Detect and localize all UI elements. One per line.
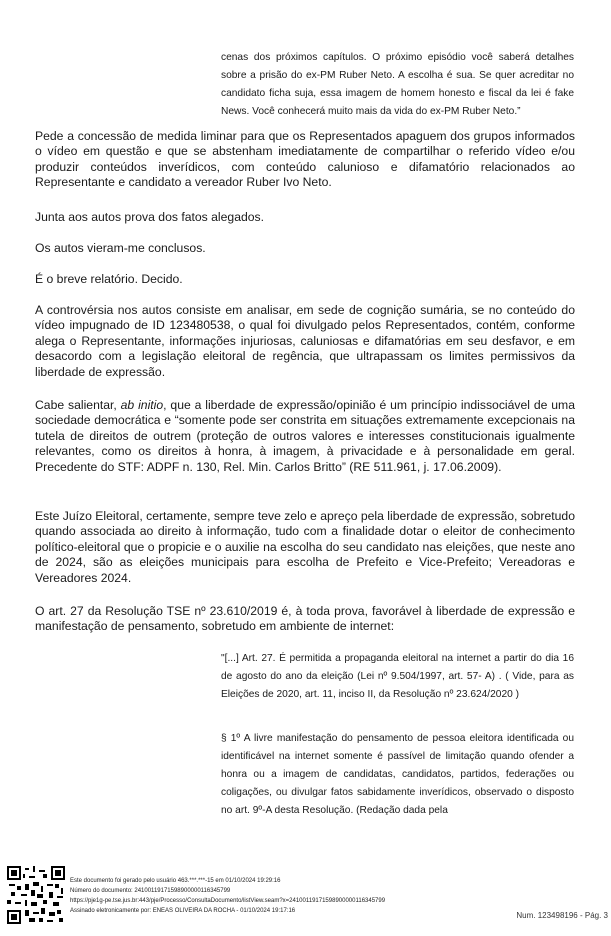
quote-continuation: cenas dos próximos capítulos. O próximo episódio você saberá detalhes sobre a prisão do ex-PM Ruber Neto. A escolha é sua. Se quer acreditar no candidato ficha suja, essa imagem de homem honesto e fiscal da lei é fake News. Você conhecerá muito mais da vida do ex-PM Ruber Neto.” <box>221 52 574 117</box>
quote-paragraph-1: § 1º A livre manifestação do pensamento de pessoa eleitora identificada ou identificável na internet somente é passível de limitação quando ofender a honra ou a imagem de candidatas, candidatos, partidos, federações ou coligações, ou divulgar fatos sabidamente inverídicos, observado o disposto no art. 9º-A desta Resolução. (Redação dada pela <box>221 733 574 816</box>
footer-generated-by: Este documento foi gerado pelo usuário 463.***.***-15 em 01/10/2024 19:29:16 <box>70 878 281 884</box>
paragraph-electoral-court: Este Juízo Eleitoral, certamente, sempre teve zelo e apreço pela liberdade de expressão, sobretudo quando associada ao direito à informação, tudo com a finalidade dotar o eleitor de conhecimento político-eleitoral que o propicie e o auxilie na escolha do seu candidato nas eleições, que neste ano de 2024, são as eleições municipais para escolha de Prefeito e Vice-Prefeito; Vereadoras e Vereadores 2024. <box>35 509 575 585</box>
latin-term: ab initio <box>120 398 164 412</box>
paragraph-controversy: A controvérsia nos autos consiste em analisar, em sede de cognição sumária, se no conteúdo do vídeo impugnado de ID 123480538, o qual foi divulgado pelos Representados, contém, conforme alega o Representante, informações injuriosas, caluniosas e difamatórias em seu desfavor, e em desacordo com a legislação eleitoral de regência, que ultrapassam os limites permissivos da liberdade de expressão. <box>35 303 575 379</box>
paragraph-liminar-request: Pede a concessão de medida liminar para que os Representados apaguem dos grupos informados o vídeo em questão e que se abstenham imediatamente de compartilhar o referido vídeo e/ou produzir conteúdos inverídicos, com conteúdo calunioso e difamatório relacionados ao Representante e candidato a vereador Ruber Ivo Neto. <box>35 129 575 190</box>
footer-signature: Assinado eletronicamente por: ENEAS OLIVEIRA DA ROCHA - 01/10/2024 19:17:16 <box>70 908 296 914</box>
page-number: Num. 123498196 - Pág. 3 <box>516 911 608 920</box>
paragraph-text-a: Cabe salientar, <box>35 398 121 412</box>
paragraph-freedom-expression <box>35 398 575 475</box>
paragraph-art27: O art. 27 da Resolução TSE nº 23.610/2019 é, à toda prova, favorável à liberdade de expressão e manifestação de pensamento, sobretudo em ambiente de internet: <box>35 604 575 634</box>
footer-info <box>70 876 385 916</box>
paragraph-text-b: , que a liberdade de expressão/opinião é um princípio indissociável de uma sociedade democrática e “somente pode ser constrita em situações extremamente excepcionais na tutela de direitos de outrem (proteção de outros valores e interesses constitucionais igualmente relevantes, como os direitos à honra, à imagem, à privacidade e à personalidade em geral. Precedente do STF: ADPF n. 130, Rel. Min. Carlos Britto” (RE 511.961, j. 17.06.2009). <box>35 398 575 474</box>
footer-document-number: Número do documento: 24100119171598900000116345799 <box>70 888 231 894</box>
footer-url-link[interactable]: https://pje1g-pe.tse.jus.br:443/pje/Processo/ConsultaDocumento/listView.seam?x=24100119171598900000116345799 <box>70 898 386 904</box>
paragraph-conclusos: Os autos vieram-me conclusos. <box>35 241 206 255</box>
paragraph-report: É o breve relatório. Decido. <box>35 272 183 286</box>
paragraph-evidence: Junta aos autos prova dos fatos alegados. <box>35 210 265 224</box>
qr-code-icon <box>7 866 65 924</box>
quote-art27: "[...] Art. 27. É permitida a propaganda eleitoral na internet a partir do dia 16 de agosto do ano da eleição (Lei nº 9.504/1997, art. 57- A) . ( Vide, para as Eleições de 2020, art. 11, inciso II, da Resolução nº 23.624/2020 ) <box>221 653 574 700</box>
